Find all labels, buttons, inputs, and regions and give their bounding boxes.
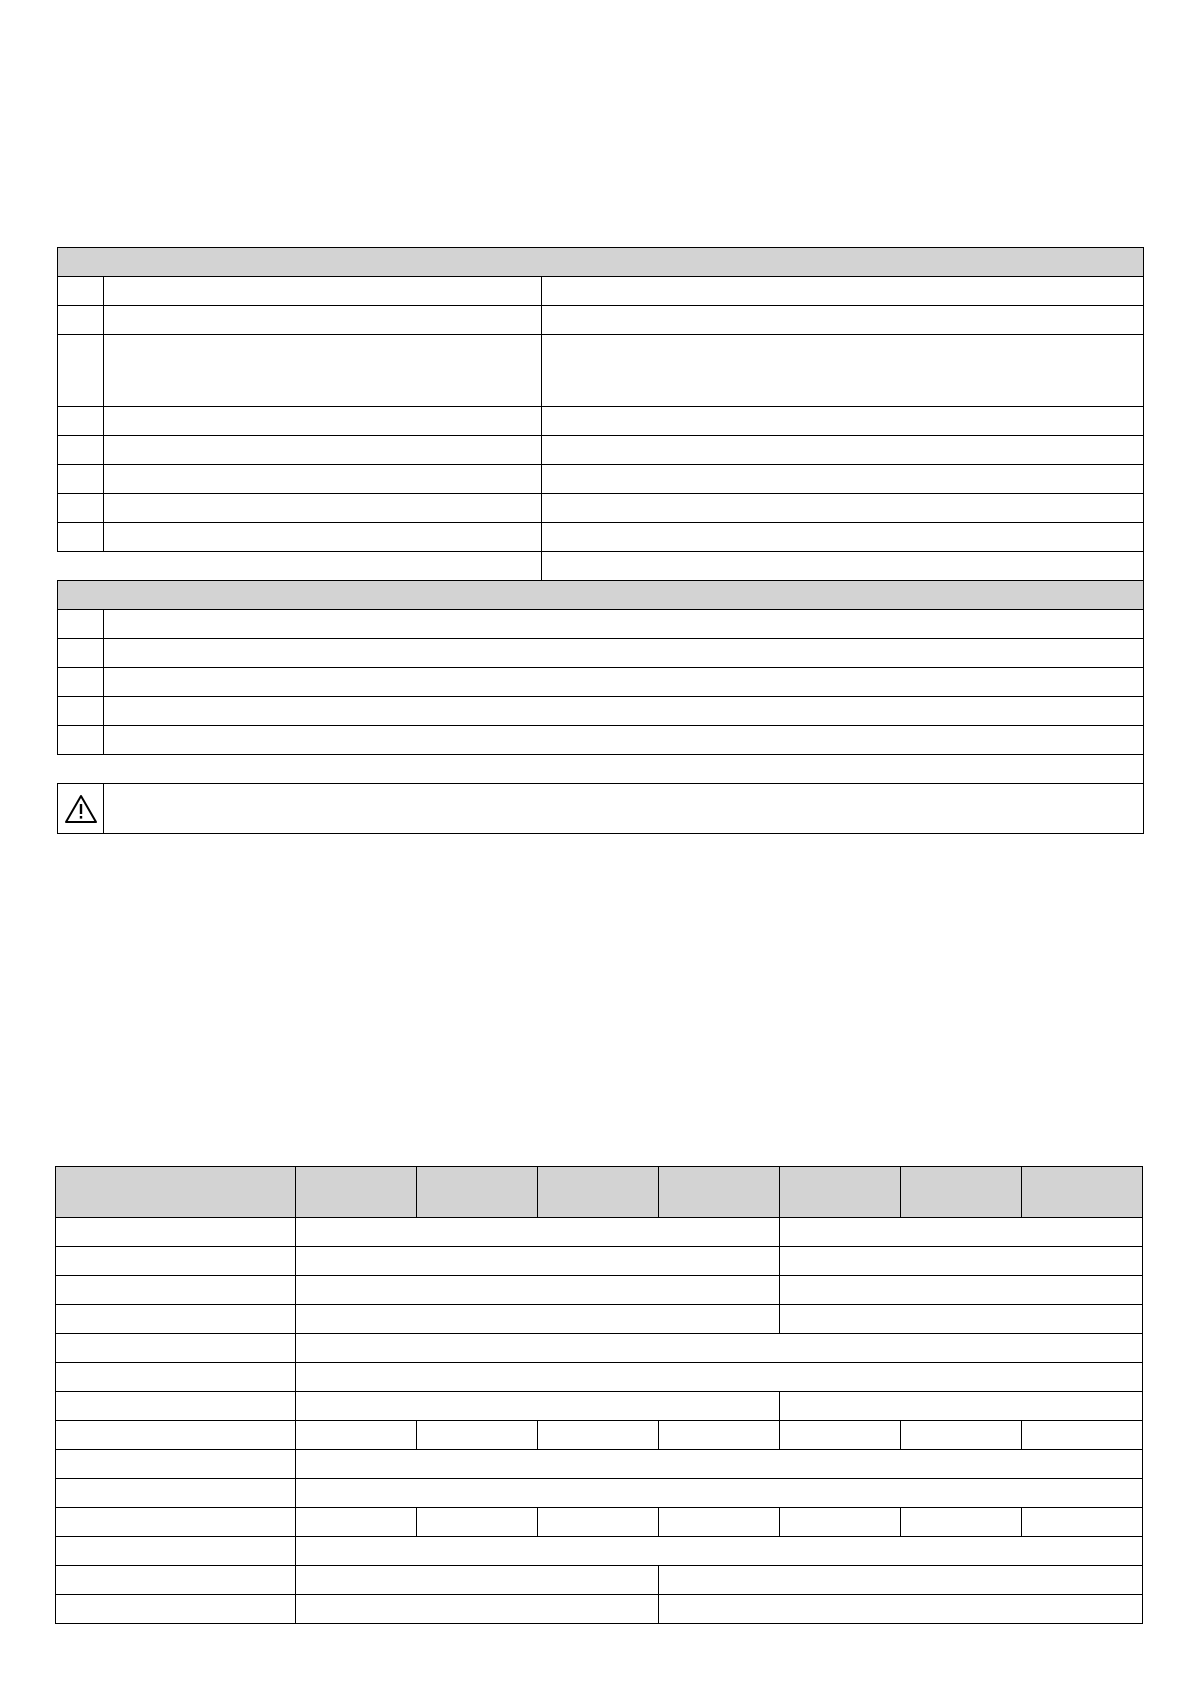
spec-header-cell [296, 1167, 417, 1218]
table-row [58, 436, 1144, 465]
spacer-cell [542, 552, 1144, 581]
spec-value [538, 1508, 659, 1537]
table-row [56, 1305, 1143, 1334]
table-row [58, 639, 1144, 668]
component-name [104, 335, 542, 407]
spec-value [780, 1247, 1143, 1276]
table-row [56, 1566, 1143, 1595]
row-number [58, 407, 104, 436]
spec-value [901, 1421, 1022, 1450]
spec-value [1022, 1421, 1143, 1450]
spec-value [296, 1276, 780, 1305]
component-description [542, 407, 1144, 436]
component-name [104, 277, 542, 306]
row-number [58, 639, 104, 668]
table-row [56, 1421, 1143, 1450]
spec-header-cell [417, 1167, 538, 1218]
spec-label [56, 1595, 296, 1624]
row-number [58, 726, 104, 755]
note-text [104, 668, 1144, 697]
spec-value [659, 1508, 780, 1537]
spec-header-cell [1022, 1167, 1143, 1218]
component-description [542, 494, 1144, 523]
spec-value [659, 1421, 780, 1450]
spec-value [780, 1421, 901, 1450]
spec-value [538, 1421, 659, 1450]
row-number [58, 523, 104, 552]
component-name [104, 494, 542, 523]
spec-label [56, 1305, 296, 1334]
spec-value [1022, 1508, 1143, 1537]
spec-value [296, 1537, 1143, 1566]
table-row [58, 465, 1144, 494]
spacer-cell [58, 552, 542, 581]
component-name [104, 407, 542, 436]
component-description [542, 465, 1144, 494]
note-text [104, 697, 1144, 726]
component-name [104, 306, 542, 335]
row-number [58, 277, 104, 306]
table-row [56, 1537, 1143, 1566]
table-row [58, 407, 1144, 436]
spec-value [296, 1450, 1143, 1479]
note-text [104, 639, 1144, 668]
table-row [58, 668, 1144, 697]
table-row [56, 1276, 1143, 1305]
spec-value [659, 1566, 1143, 1595]
spec-value [417, 1421, 538, 1450]
spec-label [56, 1247, 296, 1276]
table-row [58, 697, 1144, 726]
table-row [56, 1479, 1143, 1508]
table-row [56, 1334, 1143, 1363]
component-description [542, 277, 1144, 306]
component-name [104, 523, 542, 552]
spacer-row [58, 755, 1144, 784]
spec-value [659, 1595, 1143, 1624]
spec-value [901, 1508, 1022, 1537]
component-name [104, 465, 542, 494]
note-text [104, 610, 1144, 639]
spec-header-cell [659, 1167, 780, 1218]
spec-header-cell [901, 1167, 1022, 1218]
table-row [58, 335, 1144, 407]
spec-value [296, 1479, 1143, 1508]
row-number [58, 465, 104, 494]
component-description [542, 335, 1144, 407]
note-text [104, 726, 1144, 755]
spec-label [56, 1479, 296, 1508]
component-description [542, 436, 1144, 465]
spec-label [56, 1566, 296, 1595]
spec-value [780, 1305, 1143, 1334]
component-name [104, 436, 542, 465]
row-number [58, 697, 104, 726]
spec-value [296, 1392, 780, 1421]
table-row [56, 1218, 1143, 1247]
spec-value [780, 1508, 901, 1537]
warning-triangle-icon [58, 794, 103, 824]
component-description [542, 306, 1144, 335]
spec-value [296, 1334, 1143, 1363]
warning-icon-cell [58, 784, 104, 834]
table-row [58, 306, 1144, 335]
spec-header-cell [780, 1167, 901, 1218]
table-row [56, 1247, 1143, 1276]
table-row [56, 1392, 1143, 1421]
components-table [57, 247, 1144, 834]
table-row [56, 1595, 1143, 1624]
spec-header-cell [56, 1167, 296, 1218]
row-number [58, 494, 104, 523]
spec-value [417, 1508, 538, 1537]
spec-value [780, 1218, 1143, 1247]
spec-value [780, 1276, 1143, 1305]
spec-label [56, 1508, 296, 1537]
spec-label [56, 1276, 296, 1305]
table-row [56, 1508, 1143, 1537]
spec-value [296, 1595, 659, 1624]
row-number [58, 436, 104, 465]
spec-label [56, 1218, 296, 1247]
warning-triangle-icon-graphic [64, 794, 98, 824]
row-number [58, 306, 104, 335]
spec-label [56, 1537, 296, 1566]
spec-value [296, 1218, 780, 1247]
row-number [58, 610, 104, 639]
notes-header [58, 581, 1144, 610]
table-row [58, 494, 1144, 523]
spacer-row [58, 552, 1144, 581]
table-row [58, 726, 1144, 755]
row-number [58, 335, 104, 407]
table-row [58, 523, 1144, 552]
components-header [58, 248, 1144, 277]
spec-header-row [56, 1167, 1143, 1218]
spec-value [296, 1305, 780, 1334]
spec-header-cell [538, 1167, 659, 1218]
spec-label [56, 1450, 296, 1479]
spec-value [296, 1421, 417, 1450]
spec-label [56, 1363, 296, 1392]
spec-value [296, 1566, 659, 1595]
component-description [542, 523, 1144, 552]
spec-label [56, 1421, 296, 1450]
warning-row [58, 784, 1144, 834]
table-row [58, 277, 1144, 306]
spec-label [56, 1392, 296, 1421]
specifications-table [55, 1166, 1143, 1624]
spacer-cell [58, 755, 1144, 784]
spec-value [780, 1392, 1143, 1421]
spec-label [56, 1334, 296, 1363]
spec-value [296, 1247, 780, 1276]
table-row [56, 1363, 1143, 1392]
spec-value [296, 1508, 417, 1537]
table-row [56, 1450, 1143, 1479]
spec-value [296, 1363, 1143, 1392]
components-header-row [58, 248, 1144, 277]
table-row [58, 610, 1144, 639]
row-number [58, 668, 104, 697]
warning-text [104, 784, 1144, 834]
notes-header-row [58, 581, 1144, 610]
